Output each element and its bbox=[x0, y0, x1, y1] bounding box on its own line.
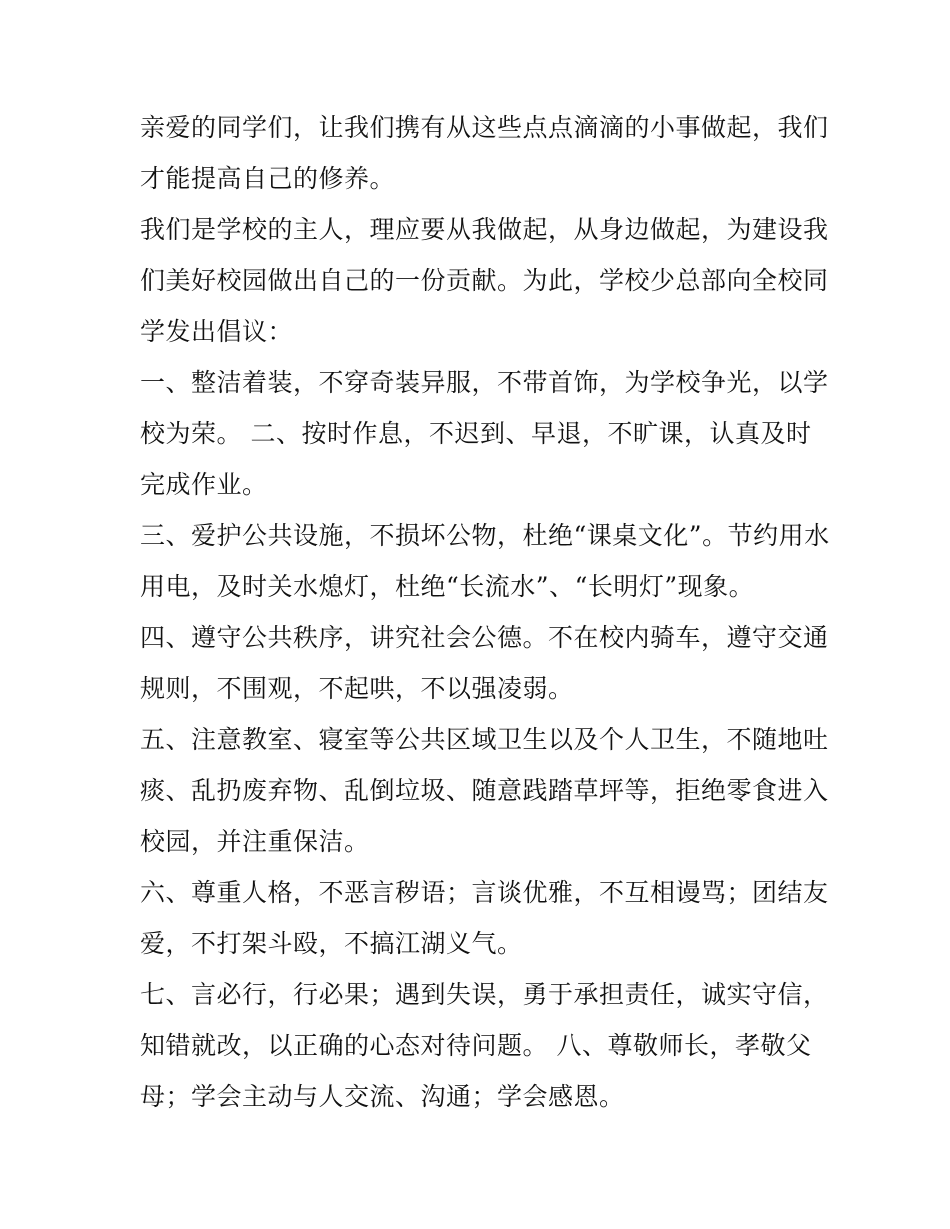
text-line: 知错就改，以正确的心态对待问题。 八、尊敬师长，孝敬父 bbox=[140, 1031, 812, 1060]
text-line: 六、尊重人格，不恶言秽语；言谈优雅，不互相谩骂；团结友 bbox=[140, 878, 829, 907]
text-line: 我们是学校的主人，理应要从我做起，从身边做起，为建设我 bbox=[140, 215, 829, 244]
text-line: 完成作业。 bbox=[140, 470, 268, 499]
text-line: 七、言必行，行必果；遇到失误，勇于承担责任，诚实守信， bbox=[140, 980, 829, 1009]
text-line: 规则，不围观，不起哄，不以强凌弱。 bbox=[140, 674, 574, 703]
text-line: 才能提高自己的修养。 bbox=[140, 164, 396, 193]
text-line: 五、注意教室、寝室等公共区域卫生以及个人卫生，不随地吐 bbox=[140, 725, 829, 754]
text-line: 爱，不打架斗殴，不搞江湖义气。 bbox=[140, 929, 523, 958]
text-line: 学发出倡议： bbox=[140, 317, 294, 346]
text-line: 一、整洁着装，不穿奇装异服，不带首饰，为学校争光，以学 bbox=[140, 368, 829, 397]
text-line: 校为荣。 二、按时作息，不迟到、早退，不旷课，认真及时 bbox=[140, 419, 812, 448]
text-line: 四、遵守公共秩序，讲究社会公德。不在校内骑车，遵守交通 bbox=[140, 623, 829, 652]
text-body bbox=[140, 102, 830, 1122]
text-line: 亲爱的同学们，让我们携有从这些点点滴滴的小事做起，我们 bbox=[140, 113, 829, 142]
text-line: 校园，并注重保洁。 bbox=[140, 827, 370, 856]
text-line: 母；学会主动与人交流、沟通；学会感恩。 bbox=[140, 1082, 625, 1111]
text-line: 痰、乱扔废弃物、乱倒垃圾、随意践踏草坪等，拒绝零食进入 bbox=[140, 776, 829, 805]
text-line: 用电，及时关水熄灯，杜绝“长流水”、“长明灯”现象。 bbox=[140, 572, 755, 601]
text-line: 三、爱护公共设施，不损坏公物，杜绝“课桌文化”。节约用水 bbox=[140, 521, 830, 550]
text-line: 们美好校园做出自己的一份贡献。为此，学校少总部向全校同 bbox=[140, 266, 829, 295]
